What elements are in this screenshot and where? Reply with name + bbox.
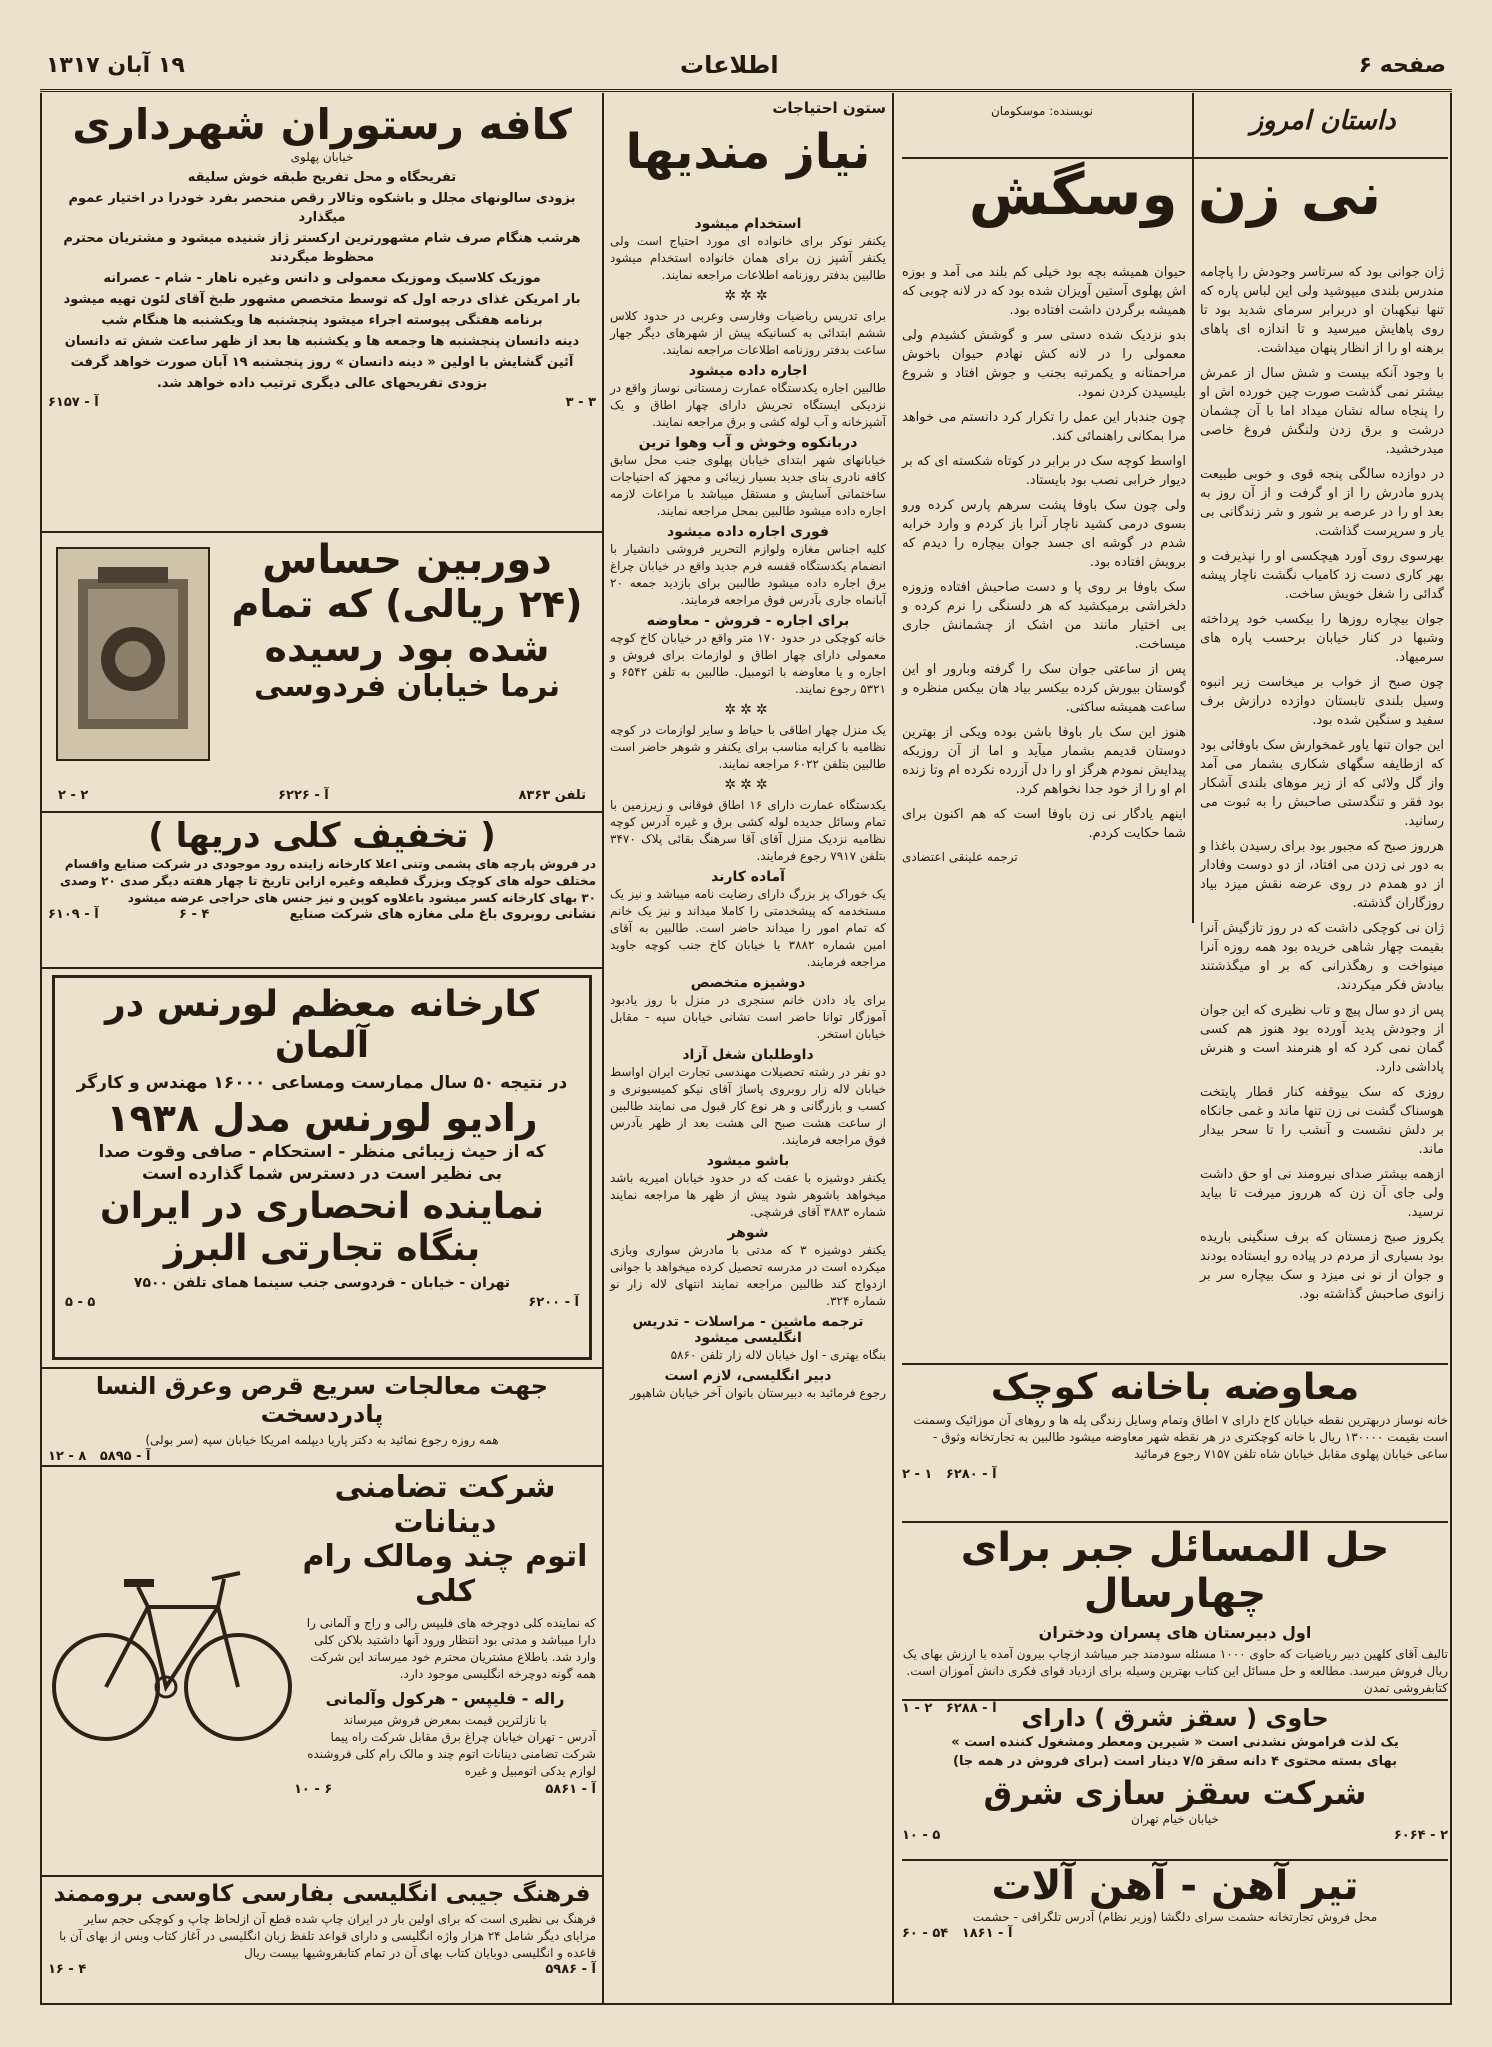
story-paragraph: یکروز صبح زمستان که برف سنگینی باریده بود بسیاری از مردم در پیاده رو ایستاده بودند و جوان از نو نی میزد و سک بیچاره سر بر زانوی صاحبش گذاشته بود. — [1200, 1230, 1444, 1302]
story-section-label: داستان امروز — [1250, 106, 1396, 136]
exchange-ad: معاوضه باخانه کوچک خانه نوساز دربهترین نقطه خیابان کاخ دارای ۷ اطاق وتمام وسایل زندگی پله ها و روهای آن موزائیک وسمنت است بقیمت ۱۳۰۰۰۰ ریال با خانه کوچکتری در هر نقطه شهر معاوضه میشود طالبین به تجارتخانه وثوق - ساعی خیابان پهلوی مقابل خیابان شاه تلفن ۷۱۵۷ رجوع فرمائید آ - ۶۲۸۰ ۱ - ۲ — [902, 1367, 1448, 1483]
camera-photo — [56, 547, 210, 761]
classified-text: خیابانهای شهر ابتدای خیابان پهلوی جنب محل سابق کافه نادری بنای جدید بسیار زیبائی و مجهز که احتیاجات ساختمانی آسایش و مستقل میباشد با مراعات لازمه اجاره داده میشود طالبین بمحل مراجعه نمایند. — [610, 453, 886, 518]
issue-date: ۱۹ آبان ۱۳۱۷ — [46, 53, 185, 78]
page-header — [40, 45, 1452, 92]
classified-text: برای یاد دادن خانم سنجری در منزل با روز یادبود آموزگار توانا حاضر است نشانی خیابان سپه - مقابل خیابان استخر. — [610, 993, 886, 1041]
story-paragraph: روزی که سک بیوقفه کنار قطار پایتخت هوسناک گشت نی زن تنها ماند و غمی جانکاه بر دلش نشست و آنشب را تا سحر بیدار ماند. — [1200, 1085, 1444, 1157]
page-border — [1450, 93, 1452, 2005]
classified-item — [610, 1314, 886, 1364]
camera-ad: دوربین حساس (۲۴ ریالی) که تمام شده بود رسیده نرما خیابان فردوسی تلفن ۸۳۶۳ آ - ۶۲۲۶ ۲ - ۲ — [48, 537, 596, 807]
bicycle-ad-text: شرکت تضامنی دینانات اتوم چند ومالک رام کلی که نماینده کلی دوچرخه های فلیپس رالی و راج و آلمانی را دارا میباشد و مدتی بود انتظار ورود آنها داشتید بلاکن کلی وارد شد. باطلاع مشتریان محترم خود میرساند این شرکت همه گونه دوچرخه انگلیسی موجود دارد. راله - فلیپس - هرکول وآلمانی با نازلترین قیمت بمعرض فروش میرساند آدرس - تهران خیابان چراغ برق مقابل شرکت راه پیما شرکت تضامنی دینانات اتوم چند و مالک رام کلی فروشنده لوازم یدکی اتومبیل و غیره آ - ۵۸۶۱ ۶ - ۱۰ — [294, 1470, 596, 1797]
classified-item — [610, 777, 886, 865]
bicycle-image — [48, 1487, 288, 1787]
story-paragraph: پس از دو سال پیچ و تاب نظیری که این جوان از وجودش پدید آورده بود هنوز هم کسی گمان نمی کرد که او هنرمند است و هنرش پاداشی دارد. — [1200, 1003, 1444, 1075]
divider — [902, 1699, 1448, 1701]
classified-item — [610, 1153, 886, 1221]
classified-item — [610, 435, 886, 520]
classified-heading: دربانکوه وخوش و آب وهوا ترین — [638, 435, 858, 451]
algebra-book-ad: حل المسائل جبر برای چهارسال اول دبیرستان های پسران ودختران تالیف آقای کلهین دبیر ریاضیات که حاوی ۱۰۰۰ مسئله سودمند جبر میباشد ازچاپ بیرون آمده با ارزش بهای یک ریال فروش میرسد. مطالعه و حل مسائل این کتاب بهترین وسیله برای ازدیاد قوای فکری دانش آموزان است. کتابفروشی تمدن آ - ۶۲۸۸ ۲ - ۱ — [902, 1525, 1448, 1716]
treatment-ad: جهت معالجات سریع قرص وعرق النسا پادردسخت همه روزه رجوع نمائید به دکتر پاریا دیپلمه امریکا خیابان سپه (سر بولی) آ - ۵۸۹۵ ۸ - ۱۲ — [48, 1372, 549, 1465]
story-paragraph: سک باوفا بر روی پا و دست صاحبش افتاده وزوزه دلخراشی برمیکشید که هر دلسنگی را نرم کرده و بی اختیار مانند من اشک از چشمانش جاری میساخت. — [902, 580, 1186, 652]
story-paragraph: هنوز این سک بار باوفا باشن بوده ویکی از بهترین دوستان قدیمم بشمار میآید و اما از آن روزیکه پیدایش نمودم هرگز او را دل آزرده نکرده ام وتا زنده ام او را از خود جدا نخواهم کرد. — [902, 725, 1186, 797]
classified-text: یکنفر دوشیزه ۳ که مدتی با مادرش سواری وبازی میکرده است در مدرسه تحصیل کرده میخواهد با جوانی ازدواج کند طالبین مراجعه نمایند انتهای لاله زار نو شماره ۳۲۴. — [610, 1243, 886, 1308]
story-paragraph: اینهم یادگار نی زن باوفا است که هم اکنون برای شما حکایت کردم. — [902, 807, 1186, 841]
story-paragraph: چون صبح از خواب بر میخاست زیر انبوه وسیل بلندی تابستان دوازده درازش برف سفید و سنگین شده بود. — [1200, 675, 1444, 728]
column-rule — [602, 93, 604, 2005]
classified-heading: ترجمه ماشین - مراسلات - تدریس انگلیسی میشود — [632, 1314, 864, 1346]
cafe-restaurant-ad: کافه رستوران شهرداری خیابان پهلوی تفریحگاه و محل تفریح طبقه خوش سلیقه بزودی سالونهای مجلل و باشکوه وتالار رقص منحصر بفرد خودرا در اختیار عموم میگذارد هرشب هنگام صرف شام مشهورترین ارکستر ژاز شنیده میشود و مشتریان محترم محظوظ میگردند موزیک کلاسیک وموزیک معمولی و دانس وغیره ناهار - شام - عصرانه بار امریکن غذای درجه اول که توسط متخصص مشهور طبخ آقای لئون تهیه میشود برنامه هفتگی پیوسته اجراء میشود پنجشنبه ها ویکشنبه ها هنگام شب دینه دانسان پنجشنبه ها وجمعه ها و یکشنبه ها بعد از ظهر ساعت شش ته دانسان آئین گشایش با اولین « دینه دانسان » روز پنجشنبه ۱۹ آبان صورت خواهد گرفت بزودی تفریحهای عالی دیگری ترتیب داده خواهد شد. ۳ - ۳ آ - ۶۱۵۷ — [48, 100, 596, 411]
lorenz-radio-ad: کارخانه معظم لورنس در آلمان در نتیجه ۵۰ سال ممارست ومساعی ۱۶۰۰۰ مهندس و کارگر رادیو لورنس مدل ۱۹۳۸ که از حیث زیبائی منظر - استحکام - صافی وقوت صدا بی نظیر است در دسترس شما گذارده است نماینده انحصاری در ایران بنگاه تجارتی البرز تهران - خیابان - فردوسی جنب سینما همای تلفن ۷۵۰۰ آ - ۶۲۰۰ ۵ - ۵ — [52, 975, 592, 1360]
divider — [42, 811, 602, 813]
story-paragraph: ژان جوانی بود که سرتاسر وجودش را پاچامه مندرس بلندی میپوشید ولی این لباس پاره که تنها نیکهبان او دربرابر سرمای شدید بود تا روی پاهایش میرسید و تا اندازه ای پاهای برهنه او را از انظار پنهان میداشت. — [1200, 265, 1444, 356]
star-separator-icon: ✲✲✲ — [724, 702, 772, 718]
bicycle-ad — [48, 1471, 596, 1871]
classified-text: طالبین اجاره یکدستگاه عمارت زمستانی نوساز واقع در نزدیکی ایستگاه تجریش دارای چهار اطاق و یک آشپزخانه و آب لوله کشی و برق مراجعه نمایند. — [610, 381, 886, 429]
classified-text: دو نفر در رشته تحصیلات مهندسی تجارت ایران اواسط خیابان لاله زار روبروی پاساژ آقای نیکو کمیسیونری و کسب و بازرگانی و هر نوع کار قبول می نمایند طالبین از ساعت هشت صبح الی هشت بعد از ظهر بآدرس فوق مراجعه فرمایند. — [610, 1065, 886, 1147]
story-paragraph: چون جندبار این عمل را تکرار کرد دانستم می خواهد مرا بمکانی راهنمائی کند. — [902, 410, 1186, 444]
bicycle-illustration — [48, 1487, 288, 1787]
iron-ad: تیر آهن - آهن آلات محل فروش تجارتخانه حشمت سرای دلگشا (وزیر نظام) آدرس تلگرافی - حشمت آ - ۱۸۶۱ ۵۴ - ۶۰ — [902, 1863, 1378, 1941]
dictionary-ad: فرهنگ جیبی انگلیسی بفارسی کاوسی بروممند فرهنگ بی نظیری است که برای اولین بار در ایران چاپ شده قطع آن ازلحاظ چاپ و کوچکی حجم سایر مزایای دیگر شامل ۲۴ هزار واژه انگلیسی و دارای قواعد تلفظ زبان انگلیسی در آغاز کتاب وبس از بهای آن با قاعده و انگلیسی دوبایان کتاب بهای آن در تمام کتابفروشیها بیست ریال آ - ۵۹۸۶ ۴ - ۱۶ — [48, 1881, 596, 1978]
classified-item — [610, 1047, 886, 1149]
classifieds-column — [610, 213, 886, 1958]
cafe-ad-line: بار امریکن غذای درجه اول که توسط متخصص مشهور طبخ آقای لئون تهیه میشود — [63, 292, 581, 308]
star-separator-icon: ✲✲✲ — [724, 777, 772, 793]
classified-heading: دبیر انگلیسی، لازم است — [664, 1368, 832, 1384]
discount-ad: ( تخفیف کلی دریها ) در فروش پارچه های پشمی وتنی اعلا کارخانه زاینده رود موجودی در شرکت صنایع واقسام مختلف حوله های کوچک وبزرگ قطیفه وغیره ازاین تاریخ تا چهار هفته دیگر صدی ۲۰ وصدی ۳۰ بهای کارخانه کسر میشود باعلاوه کوپن و نیز جنس های حراجی عرضه میشود نشانی روبروی باغ ملی مغازه های شرکت صنایع ۴ - ۶ آ - ۶۱۰۹ — [48, 816, 596, 923]
needs-section-label: ستون احتیاجات — [772, 99, 886, 117]
classified-heading: استخدام میشود — [694, 216, 802, 232]
cafe-ad-line: بزودی تفریحهای عالی دیگری ترتیب داده خواهد شد. — [156, 376, 488, 392]
cafe-ad-line: بزودی سالونهای مجلل و باشکوه وتالار رقص منحصر بفرد خودرا در اختیار عموم میگذارد — [68, 191, 576, 226]
needs-title: نیاز مندیها — [625, 124, 871, 180]
classified-heading: اجاره داده میشود — [688, 363, 808, 379]
story-title: نی زن وسگش — [968, 160, 1382, 228]
classified-item — [610, 288, 886, 359]
classified-text: خانه کوچکی در حدود ۱۷۰ متر واقع در خیابان کاخ کوچه معمولی دارای چهار اطاق و لوازمات برای فروش و اجاره و یا معاوضه با اتومبیل. طالبین به تلفن ۶۵۴۲ و ۵۳۲۱ رجوع نمایند. — [610, 631, 887, 696]
story-paragraph: این جوان تنها یاور غمخوارش سک باوفائی بود که ازطایفه سگهای شکاری بشمار می آمد واز گل ولائی که از زیر موهای بلندی آشکار بود فقر و تنگدستی صاحبش را به ثبوت می رسانید. — [1200, 738, 1444, 829]
cafe-ad-line: برنامه هفتگی پیوسته اجراء میشود پنجشنبه ها ویکشنبه ها هنگام شب — [101, 313, 543, 329]
column-rule — [892, 93, 894, 2005]
divider — [902, 1859, 1448, 1861]
cafe-ad-line: موزیک کلاسیک وموزیک معمولی و دانس وغیره ناهار - شام - عصرانه — [103, 271, 541, 287]
classified-text: یک خوراک پز بزرگ دارای رضایت نامه میباشد و نیز یک مستخدمه که پیشخدمتی را کاملا میداند و نیز یک خانم که تمام امور را میداند حاضر است. طالبین به آقای امین شماره ۳۸۸۲ یا خیابان کاخ جنب کوچه جاوید مراجعه فرمایند. — [610, 887, 886, 969]
translator-credit: ترجمه علینقی اعتضادی — [902, 850, 1018, 864]
classified-text: رجوع فرمائید به دبیرستان بانوان آخر خیابان شاهپور — [629, 1386, 886, 1400]
page-bottom-rule — [40, 2003, 1452, 2005]
classified-item — [610, 1368, 886, 1402]
classified-text: یکنفر نوکر برای خانواده ای مورد احتیاج است ولی یکنفر آشپز زن برای همان خانواده استخدام میشود طالبین بدفتر روزنامه اطلاعات مراجعه نمایند. — [610, 234, 886, 282]
story-paragraph: هرروز صبح که مجبور بود برای رسیدن باغذا و به دور نی زدن می افتاد، از دو دوست وفادار از دو همدم در روی عرضه نقش میزد بیاد روزگاران گذشته. — [1200, 839, 1444, 911]
classified-item — [610, 702, 886, 773]
classified-item — [610, 216, 886, 284]
divider — [42, 967, 602, 969]
camera-text: دوربین حساس (۲۴ ریالی) که تمام شده بود رسیده نرما خیابان فردوسی — [231, 537, 583, 705]
page-border — [40, 93, 42, 2005]
divider — [42, 1875, 602, 1877]
story-paragraph: اواسط کوچه سک در برابر در کوتاه شکسته ای که بر دیوار خرابی نصب بود بایستاد. — [902, 454, 1186, 488]
cafe-ad-line: آئین گشایش با اولین « دینه دانسان » روز پنجشنبه ۱۹ آبان صورت خواهد گرفت — [70, 355, 574, 371]
story-paragraph: بدو نزدیک شده دستی سر و گوشش کشیدم ولی معمولی را در لانه کش نهادم حیوان باخوش مراحمتانه و یکمرتبه بجنب و جوش افتاد و شروع بلیسیدن کردن نمود. — [902, 328, 1186, 400]
story-paragraph: حیوان همیشه بچه بود خیلی کم بلند می آمد و بوزه اش پهلوی آستین آویزان شده بود که در لانه چوبی که همیشه برگردن داشت افتاده بود. — [902, 265, 1186, 318]
classified-heading: شوهر — [727, 1225, 769, 1241]
classified-text: کلیه اجناس مغازه ولوازم التحریر فروشی دانشیار با انضمام یکدستگاه قفسه فرم جدید واقع در خیابان چراغ برق اجاره داده میشود طالبین برای بازدید جمعه ۲۰ آبانماه جاری بآدرس فوق مراجعه فرمایند. — [610, 542, 886, 607]
story-paragraph: ژان نی کوچکی داشت که در روز تازگیش آنرا بقیمت چهار شاهی خریده بود همه روزه آنرا مینواخت و رهگذرانی که بر او میگذشتند بیادش فکر میکردند. — [1200, 921, 1444, 993]
classified-text: بنگاه بهتری - اول خیابان لاله زار تلفن ۵۸۶۰ — [670, 1348, 886, 1362]
classified-text: یک منزل چهار اطاقی با حیاط و سایر لوازمات در کوچه نظامیه با کرایه مناسب برای یکنفر و شوهر حاضر است طالبین بتلفن ۶۰۲۲ مراجعه نمایند. — [610, 723, 886, 771]
cafe-ad-line: تفریحگاه و محل تفریح طبقه خوش سلیقه — [187, 170, 457, 186]
newspaper-name: اطلاعات — [680, 51, 779, 79]
newspaper-page — [40, 45, 1452, 2005]
classified-heading: باشو میشود — [706, 1153, 790, 1169]
classified-heading: فوری اجاره داده میشود — [667, 524, 829, 540]
divider — [902, 157, 1448, 159]
classified-heading: داوطلبان شغل آزاد — [682, 1047, 814, 1063]
classified-heading: دوشیزه متخصص — [690, 975, 806, 991]
story-paragraph: با وجود آنکه بیست و شش سال از عمرش بیشتر نمی گذشت صورت چین خورده اش او را پنجاه ساله نشان میداد اما با آن چشمان درشت و برق زدن ولنگش فروغ خاصی میدرخشید. — [1200, 366, 1444, 457]
classified-item — [610, 975, 886, 1043]
divider — [902, 1363, 1448, 1365]
story-paragraph: ولی چون سک باوفا پشت سرهم پارس کرده ورو بسوی درمی کشید ناچار آنرا باز کردم و وارد خرابه شدم در گوشه ای جسد جوان بیچاره را دیدم که برویش افتاده بود. — [902, 498, 1186, 570]
story-paragraph: پس از ساعتی جوان سک را گرفته وبارور او این گوستان بیورش کرده بیکسر بیاد هان بیکس منظره و ساعت همیشه ساکتی. — [902, 662, 1186, 715]
story-byline: نویسنده: موسکومان — [990, 104, 1094, 118]
story-paragraph: در دوازده سالگی پنجه قوی و خوبی طبیعت پدرو مادرش را از او گرفت و از آن روز به بعد او را در عرصه بر شور و شر زندگانی بی یار و سرپرست گذاشت. — [1200, 467, 1444, 539]
classified-heading: آماده کارند — [711, 869, 785, 885]
cafe-ad-line: هرشب هنگام صرف شام مشهورترین ارکستر ژاز شنیده میشود و مشتریان محترم محظوظ میگردند — [63, 231, 581, 266]
classified-item — [610, 1225, 886, 1310]
cafe-ad-line: دینه دانسان پنجشنبه ها وجمعه ها و یکشنبه ها بعد از ظهر ساعت شش ته دانسان — [64, 334, 580, 350]
story-paragraph: بهرسوی روی آورد هیچکسی او را نپذیرفت و بهر کاری دست زد کامیاب نگشت ناچار پیشه گدائی را شغل خویش ساخت. — [1200, 549, 1444, 602]
page-number: صفحه ۶ — [1358, 53, 1446, 78]
camera-image — [58, 549, 208, 759]
divider — [42, 531, 602, 533]
divider — [42, 1367, 602, 1369]
classified-item — [610, 613, 886, 698]
gum-ad: حاوی ( سقز شرق ) دارای یک لذت فراموش نشدنی است « شیرین ومعطر ومشغول کننده است » بهای بسته محتوی ۴ دانه سقز ۷/۵ دینار است (برای فروش در همه جا) شرکت سقز سازی شرق خیابان خیام تهران ۲ - ۶۰۶۴ ۵ - ۱۰ — [902, 1704, 1448, 1844]
classified-item — [610, 363, 886, 431]
star-separator-icon: ✲✲✲ — [724, 288, 772, 304]
divider — [42, 1465, 602, 1467]
divider — [902, 1521, 1448, 1523]
story-paragraph: ازهمه بیشتر صدای نیرومند نی او حق داشت ولی جای آن زن که هرروز میرفت تا بیاید نرسید. — [1200, 1167, 1444, 1220]
classified-item — [610, 524, 886, 609]
classified-text: یکنفر دوشیزه با عفت که در حدود خیابان امیریه باشد میخواهد باشوهر شود پیش از ظهر ها مراجعه نمایند شماره ۳۸۸۳ آقای فرشچی. — [610, 1171, 886, 1219]
story-paragraph: جوان بیچاره روزها را بیکسب خود پرداخته وشبها در کنار خیابان برحسب پاره های سرمیهاد. — [1200, 612, 1444, 665]
classified-text: یکدستگاه عمارت دارای ۱۶ اطاق فوقانی و زیرزمین با تمام وسائل جدیده لوله کشی برق و غیره آدرس کوچه نظامیه نزدیک منزل آقای آقا سرهنگ بقائی پلاک ۳۴۷۰ بتلفن ۷۹۱۷ رجوع فرمایند. — [610, 798, 886, 863]
classified-item — [610, 869, 886, 971]
classified-text: برای تدریس ریاضیات وفارسی وعربی در حدود کلاس ششم ابتدائی به کسانیکه پیش از شهرهای دیگر جهار ساعت بدفتر روزنامه اطلاعات مراجعه نمایند. — [610, 309, 886, 357]
classified-heading: برای اجاره - فروش - معاوضه — [646, 613, 850, 629]
